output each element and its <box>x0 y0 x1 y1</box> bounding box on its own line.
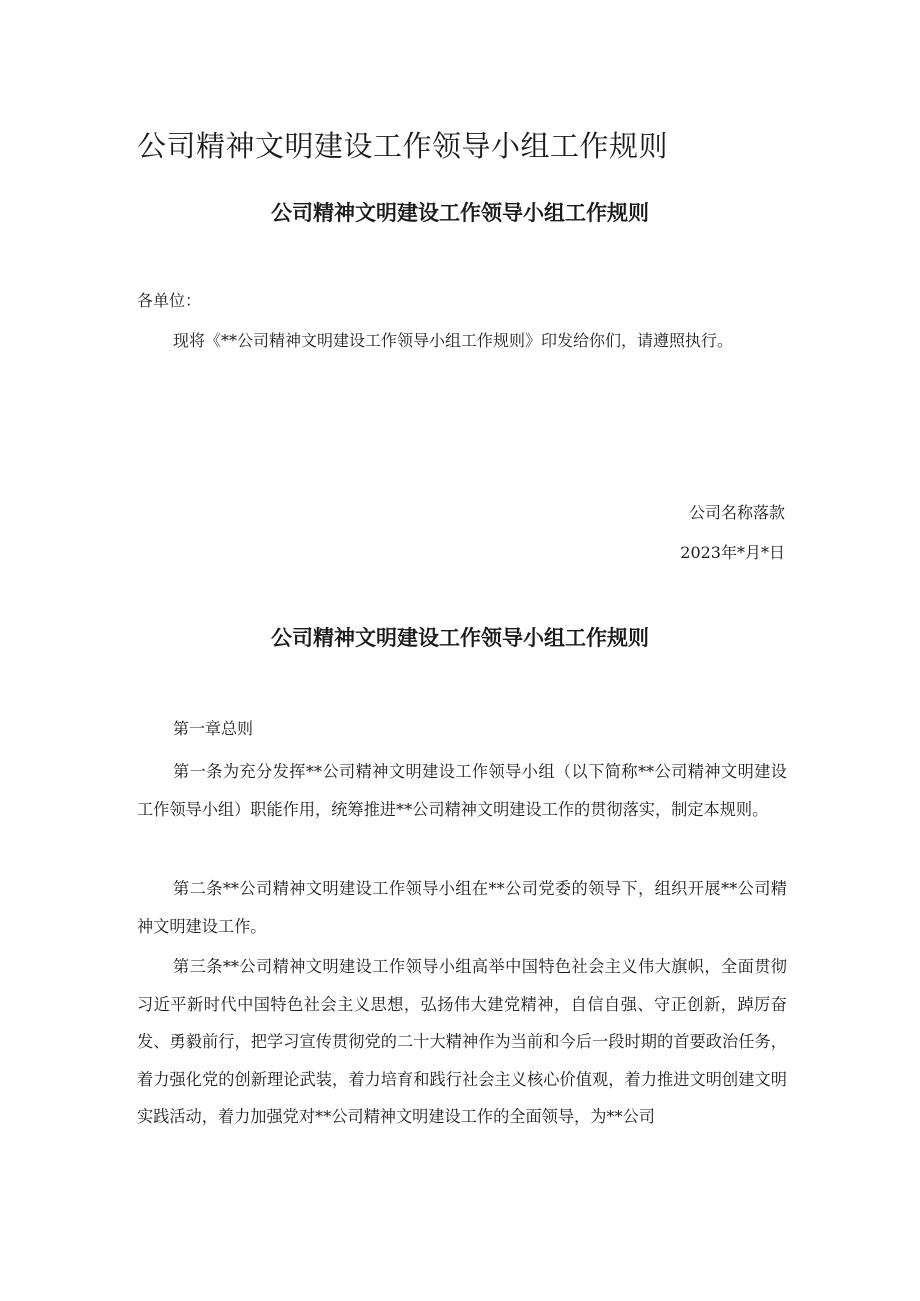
article-1: 第一条为充分发挥**公司精神文明建设工作领导小组（以下简称**公司精神文明建设工作领导小组）职能作用，统筹推进**公司精神文明建设工作的贯彻落实，制定本规则。 <box>137 762 787 819</box>
chapter-heading: 第一章总则 <box>173 719 254 738</box>
notice-heading: 公司精神文明建设工作领导小组工作规则 <box>271 201 649 225</box>
notice-date: 2023年*月*日 <box>680 543 785 562</box>
notice-salutation: 各单位： <box>137 291 202 310</box>
article-2: 第二条**公司精神文明建设工作领导小组在**公司党委的领导下，组织开展**公司精神文明建设工作。 <box>137 879 787 936</box>
notice-body: 现将《**公司精神文明建设工作领导小组工作规则》印发给你们，请遵照执行。 <box>173 331 734 350</box>
document-title: 公司精神文明建设工作领导小组工作规则 <box>137 129 669 163</box>
notice-signature: 公司名称落款 <box>688 503 785 522</box>
article-3: 第三条**公司精神文明建设工作领导小组高举中国特色社会主义伟大旗帜，全面贯彻习近平新时代中国特色社会主义思想，弘扬伟大建党精神，自信自强、守正创新，踔厉奋发、勇毅前行，把学习宣传贯彻党的二十大精神作为当前和今后一段时期的首要政治任务，着力强化党的创新理论武装，着力培育和践行社会主义核心价值观，着力推进文明创建文明实践活动，着力加强党对**公司精神文明建设工作的全面领导，为**公司 <box>137 957 787 1126</box>
rules-heading: 公司精神文明建设工作领导小组工作规则 <box>271 626 649 650</box>
